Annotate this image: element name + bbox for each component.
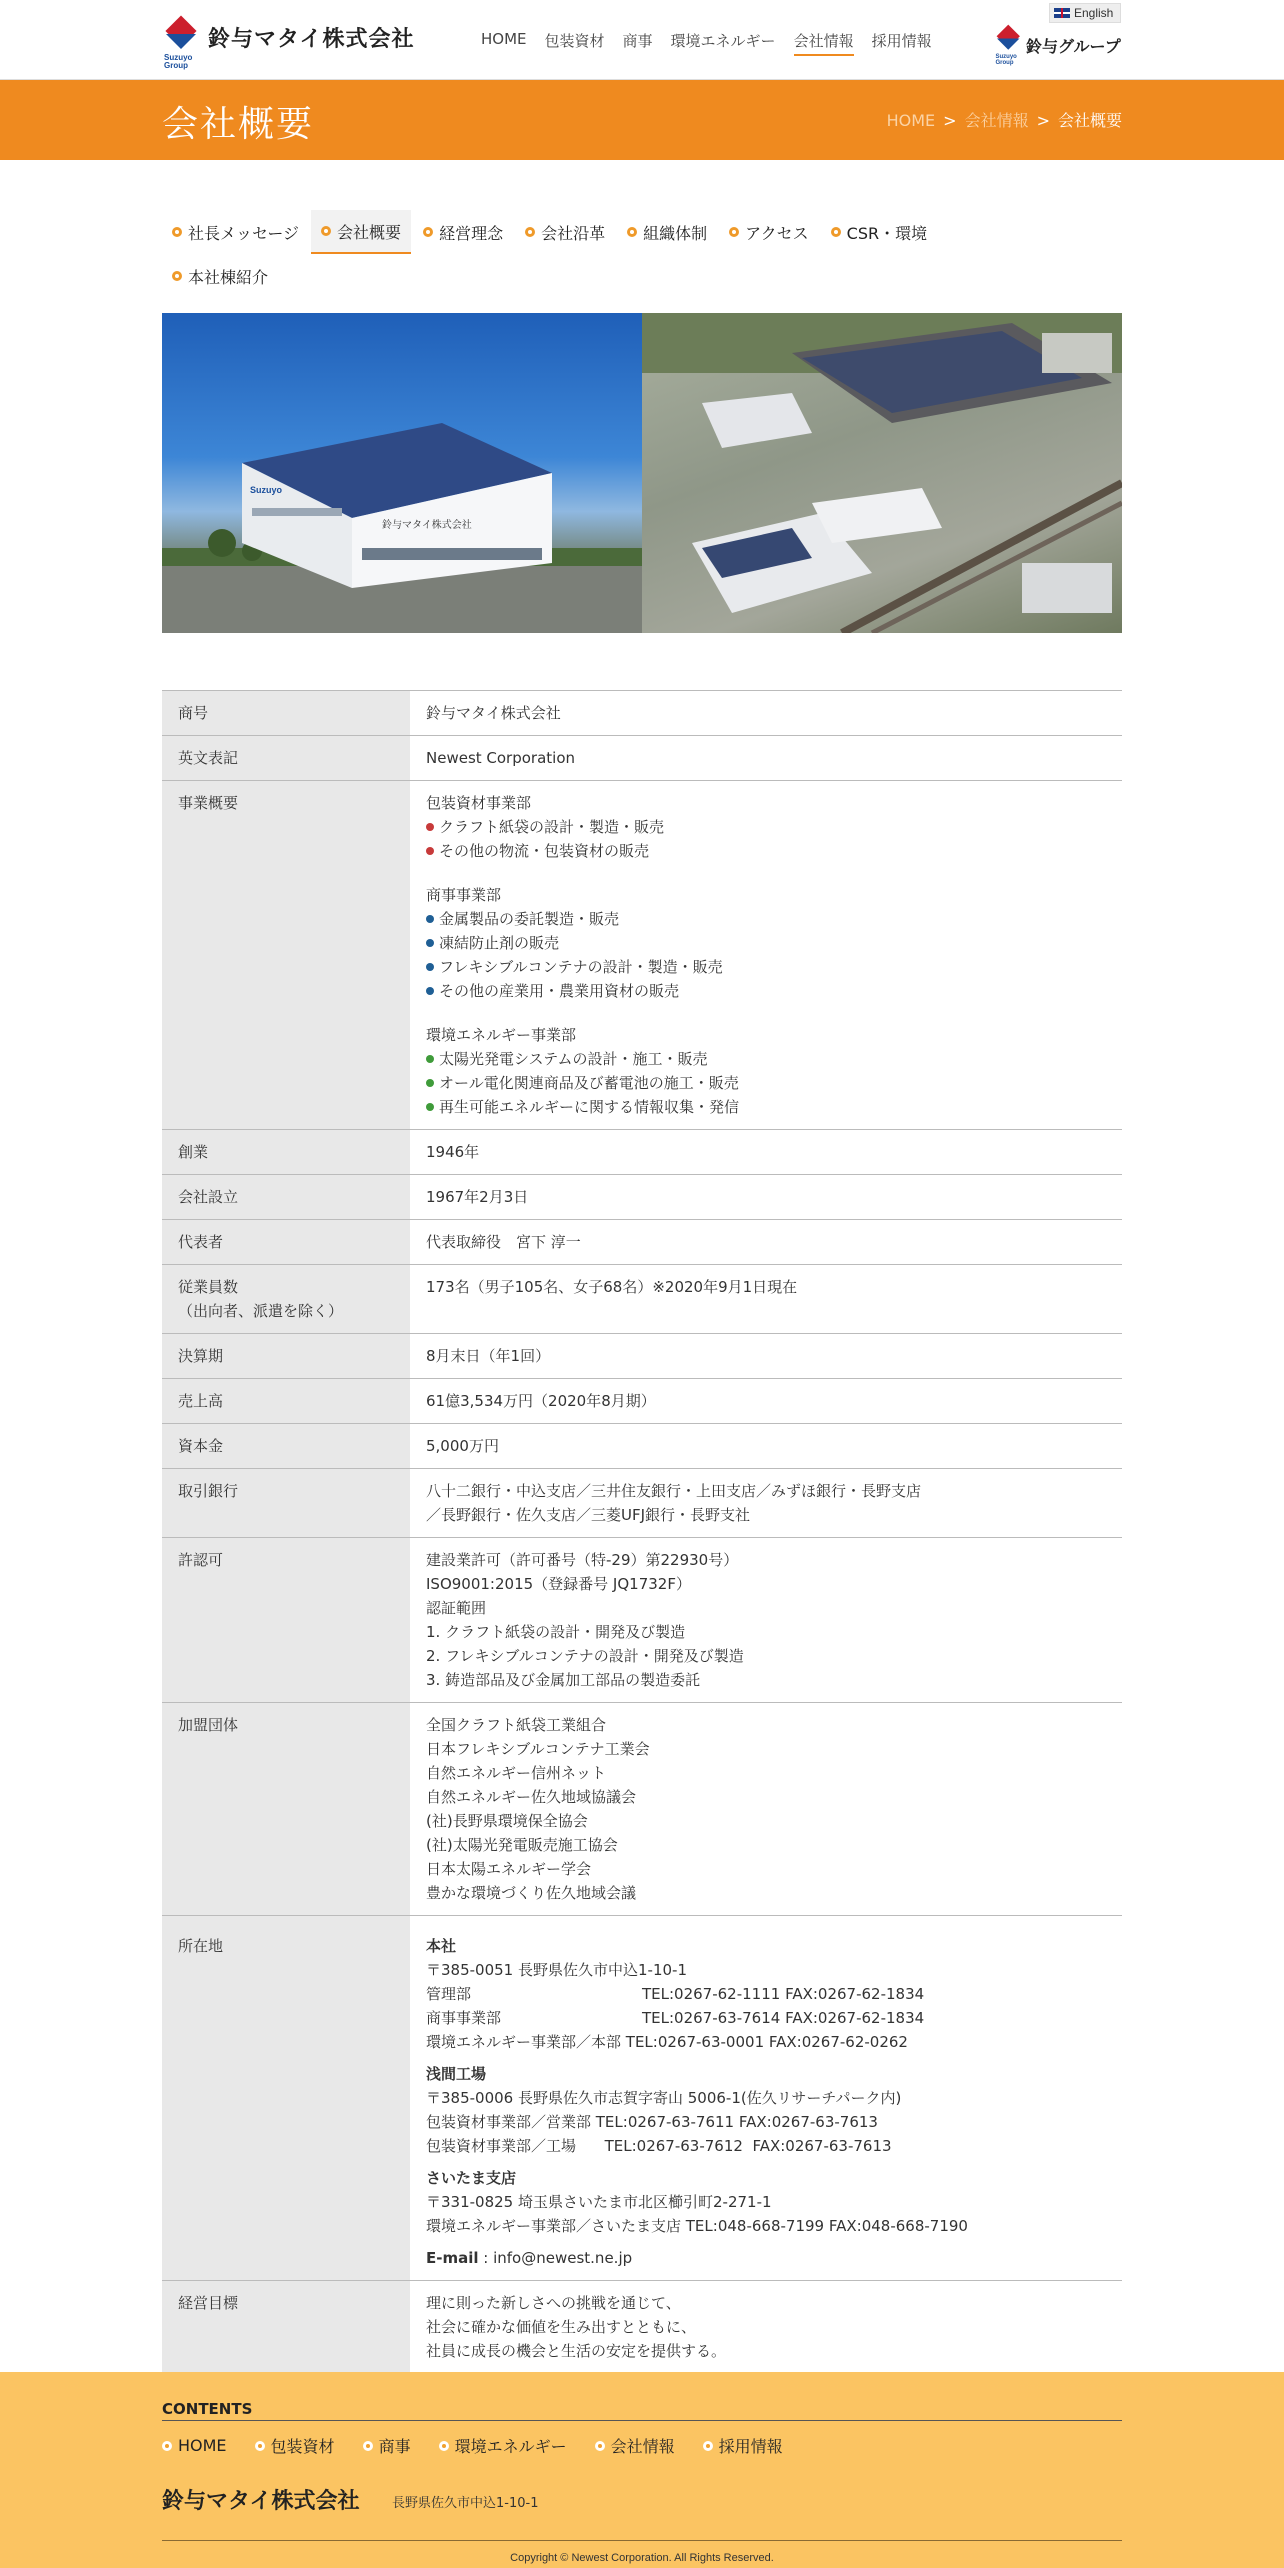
footer-address: 長野県佐久市中込1-10-1 <box>392 2496 539 2511</box>
english-label: English <box>1074 6 1114 20</box>
breadcrumb-company[interactable]: 会社情報 <box>964 111 1029 130</box>
blue-bullet-icon <box>426 939 434 947</box>
bullet-icon <box>162 2441 172 2451</box>
nav-energy[interactable]: 環境エネルギー <box>670 32 776 50</box>
bullet-icon <box>172 227 182 237</box>
bullet-icon <box>255 2441 265 2451</box>
table-row: 加盟団体 全国クラフト紙袋工業組合 日本フレキシブルコンテナ工業会 自然エネルギー信州ネット 自然エネルギー佐久地域協議会 (社)長野県環境保全協会 (社)太陽光発電販売施工協会 日本太陽エネルギー学会 豊かな環境づくり佐久地域会議 <box>162 1703 1122 1916</box>
copyright: Copyright © Newest Corporation. All Rights Reserved. <box>510 2552 774 2564</box>
footer-divider <box>162 2540 1122 2541</box>
asama-title: 浅間工場 <box>426 2065 487 2083</box>
table-row: 取引銀行 八十二銀行・中込支店／三井住友銀行・上田支店／みずほ銀行・長野支店 ／長野銀行・佐久支店／三菱UFJ銀行・長野支社 <box>162 1469 1122 1538</box>
bullet-icon <box>627 227 637 237</box>
blue-bullet-icon <box>426 987 434 995</box>
red-bullet-icon <box>426 823 434 831</box>
title-band <box>0 80 1284 160</box>
suzuyo-diamond-icon <box>162 20 202 68</box>
table-row: 代表者 代表取締役 宮下 淳一 <box>162 1220 1122 1265</box>
subnav-csr[interactable]: CSR・環境 <box>821 210 937 254</box>
table-row: 従業員数 （出向者、派遣を除く） 173名（男子105名、女子68名）※2020年9月1日現在 <box>162 1265 1122 1334</box>
hero-images <box>162 313 1122 633</box>
email-line: E-mail : info@newest.ne.jp <box>426 2249 633 2267</box>
blue-bullet-icon <box>426 963 434 971</box>
uk-flag-icon <box>1054 8 1070 18</box>
page-title: 会社概要 <box>162 104 315 145</box>
headquarters-photo <box>162 313 642 633</box>
email-link[interactable]: : info@newest.ne.jp <box>478 2249 633 2267</box>
red-bullet-icon <box>426 847 434 855</box>
global-nav <box>481 30 950 56</box>
footer-nav-company[interactable]: 会社情報 <box>595 2434 675 2457</box>
subnav-philosophy[interactable]: 経営理念 <box>413 210 513 254</box>
green-bullet-icon <box>426 1103 434 1111</box>
footer-nav-home[interactable]: HOME <box>162 2434 227 2457</box>
table-row: 商号 鈴与マタイ株式会社 <box>162 691 1122 736</box>
breadcrumb-current: 会社概要 <box>1057 111 1122 130</box>
nav-home[interactable]: HOME <box>481 30 527 48</box>
saitama-title: さいたま支店 <box>426 2169 517 2187</box>
footer-company-name: 鈴与マタイ株式会社 <box>162 2489 360 2514</box>
honsha-title: 本社 <box>426 1937 457 1955</box>
company-subnav <box>162 210 1122 298</box>
subnav-headquarters[interactable]: 本社棟紹介 <box>162 254 278 298</box>
bullet-icon <box>172 271 182 281</box>
factory-aerial-illustration <box>642 313 1122 633</box>
group-logo-sub-text: Suzuyo Group <box>995 52 1017 66</box>
table-row: 資本金 5,000万円 <box>162 1424 1122 1469</box>
footer-nav-packaging[interactable]: 包装資材 <box>255 2434 335 2457</box>
headquarters-building-illustration <box>162 313 642 633</box>
subnav-organization[interactable]: 組織体制 <box>617 210 717 254</box>
blue-bullet-icon <box>426 915 434 923</box>
bullet-icon <box>729 227 739 237</box>
nav-trading[interactable]: 商事 <box>622 32 653 50</box>
group-diamond-icon <box>994 28 1017 66</box>
bullet-icon <box>423 227 433 237</box>
green-bullet-icon <box>426 1079 434 1087</box>
table-row: 許認可 建設業許可（許可番号（特-29）第22930号） ISO9001:2015（登録番号 JQ1732F） 認証範囲 1. クラフト紙袋の設計・開発及び製造 2. フレキシブルコンテナの設計・開発及び製造 3. 鋳造部品及び金属加工部品の製造委託 <box>162 1538 1122 1703</box>
subnav-history[interactable]: 会社沿革 <box>515 210 615 254</box>
bullet-icon <box>363 2441 373 2451</box>
subnav-company-overview[interactable]: 会社概要 <box>311 210 411 254</box>
table-row: 経営目標 理に則った新しさへの挑戦を通じて、 社会に確かな価値を生み出すとともに、 社員に成長の機会と生活の安定を提供する。 <box>162 2281 1122 2374</box>
green-bullet-icon <box>426 1055 434 1063</box>
nav-company[interactable]: 会社情報 <box>794 30 854 56</box>
footer-contents-heading: CONTENTS <box>162 2400 1122 2421</box>
subnav-access[interactable]: アクセス <box>719 210 819 254</box>
english-button[interactable] <box>1049 3 1121 23</box>
bullet-icon <box>831 227 841 237</box>
building-sign: 鈴与マタイ株式会社 <box>382 520 472 531</box>
logo-sub-text: Suzuyo Group <box>164 53 193 70</box>
table-row: 事業概要 包装資材事業部 クラフト紙袋の設計・製造・販売 その他の物流・包装資材の販売 商事事業部 金属製品の委託製造・販売 凍結防止剤の販売 フレキシブルコンテナの設計・製造・販売 その他の産業用・農業用資材の販売 環境エネルギー事業部 太陽光発電システムの設計・施工・販売 オール電化関連商品及び蓄電池の施工・販売 再生可能エネルギーに関する情報収集・発信 <box>162 781 1122 1130</box>
footer-nav <box>162 2434 811 2457</box>
bullet-icon <box>439 2441 449 2451</box>
site-header <box>0 0 1284 80</box>
table-row: 売上高 61億3,534万円（2020年8月期） <box>162 1379 1122 1424</box>
logo-text: 鈴与マタイ株式会社 <box>208 27 415 52</box>
footer-nav-recruit[interactable]: 採用情報 <box>703 2434 783 2457</box>
table-row: 英文表記 Newest Corporation <box>162 736 1122 781</box>
group-logo[interactable] <box>994 28 1121 66</box>
subnav-president-message[interactable]: 社長メッセージ <box>162 210 309 254</box>
bullet-icon <box>595 2441 605 2451</box>
table-row: 決算期 8月末日（年1回） <box>162 1334 1122 1379</box>
nav-packaging[interactable]: 包装資材 <box>544 32 605 50</box>
bullet-icon <box>525 227 535 237</box>
bullet-icon <box>321 226 331 236</box>
footer-nav-energy[interactable]: 環境エネルギー <box>439 2434 567 2457</box>
footer-nav-trading[interactable]: 商事 <box>363 2434 411 2457</box>
table-row: 所在地 本社 〒385-0051 長野県佐久市中込1-10-1 管理部 TEL:0267-62-1111 FAX:0267-62-1834 商事事業部 TEL:0267-63-7614 FAX:0267-62-1834 環境エネルギー事業部／本部 TEL:0267-63-0001 FAX:0267-62-0262 浅間工場 〒385-0006 長野県佐久市志賀字寄山 5006-1(佐久リサーチパーク内) 包装資材事業部／営業部 TEL:0267-63-7611 FAX:0267-63-7613 包装資材事業部／工場 TEL:0267-63-7612 FAX:0267-63-7613 さいたま支店 〒331-0825 埼玉県さいたま市北区櫛引町2-271-1 環境エネルギー事業部／さいたま支店 TEL:048-668-7199 FAX:048-668-7190 E-mail : info@newest.ne.jp <box>162 1916 1122 2281</box>
breadcrumb: HOME > 会社情報 > 会社概要 <box>886 111 1122 130</box>
table-row: 会社設立 1967年2月3日 <box>162 1175 1122 1220</box>
company-logo[interactable] <box>162 20 415 68</box>
table-row: 創業 1946年 <box>162 1130 1122 1175</box>
factory-aerial-photo <box>642 313 1122 633</box>
group-logo-text: 鈴与グループ <box>1026 37 1121 56</box>
site-footer <box>0 2372 1284 2568</box>
company-info-table <box>162 690 1122 2374</box>
building-brand: Suzuyo <box>250 485 283 495</box>
nav-recruit[interactable]: 採用情報 <box>871 32 932 50</box>
breadcrumb-home[interactable]: HOME <box>886 111 936 130</box>
bullet-icon <box>703 2441 713 2451</box>
